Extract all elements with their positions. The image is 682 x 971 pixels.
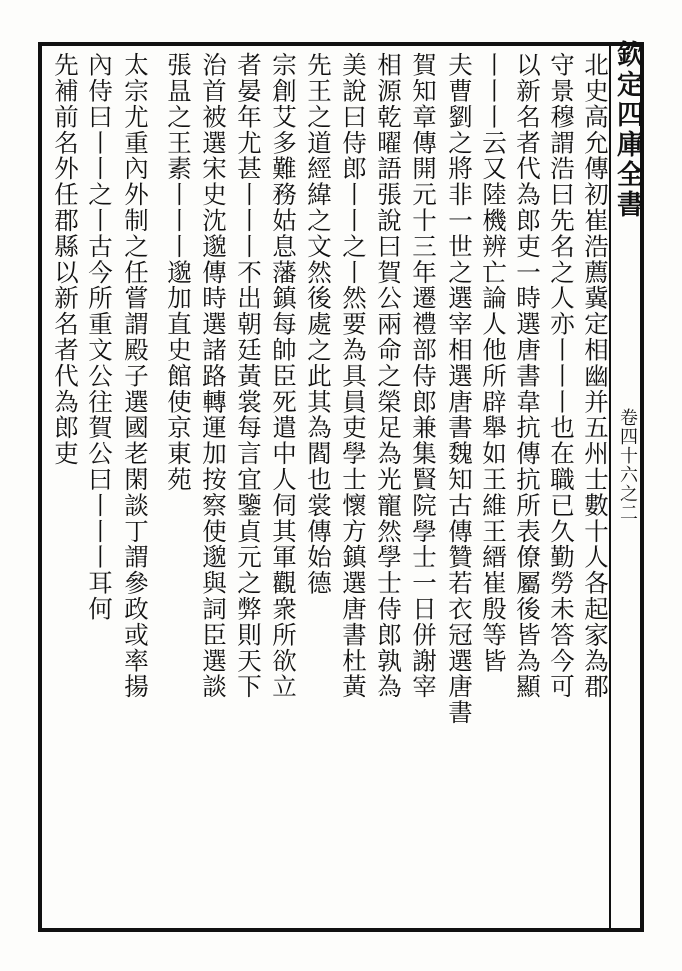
text-column-16: 先補前名外任郡縣以新名者代為郎吏 xyxy=(51,52,80,467)
text-column-1: 北史高允傳初崔浩薦冀定相幽并五州士數十人各起家為郡 xyxy=(581,52,610,700)
text-column-4: 丨丨丨云又陸機辨亡論人他所辟舉如王維王縉崔殷等皆 xyxy=(479,52,508,674)
text-column-14: 太宗尤重內外制之任嘗謂殿子選國老閑談丁謂參政或率揚 xyxy=(121,52,150,700)
text-column-9: 先王之道經緯之文然後處之此其為閻也裳傳始德 xyxy=(304,52,333,596)
text-column-11: 者晏年尤甚丨丨丨不出朝廷黃裳每言宜鑒貞元之弊則天下 xyxy=(234,52,263,700)
book-title: 欽定四庫全書 xyxy=(612,40,643,220)
text-column-13: 張昷之王素丨丨丨邈加直史館使京東苑 xyxy=(164,52,193,493)
text-column-8: 美說曰侍郎丨丨之丨然要為具員吏學士懷方鎮選唐書杜黃 xyxy=(339,52,368,700)
chapter-label: 卷四十六之二 xyxy=(617,408,638,522)
text-column-3: 以新名者代為郎吏一時選唐書韋抗傳抗所表僚屬後皆為顯 xyxy=(513,52,542,700)
text-column-6: 賀知章傳開元十三年遷禮部侍郎兼集賢院學士一日併謝宰 xyxy=(409,52,438,700)
text-column-7: 相源乾曜語張說曰賀公兩命之榮足為光寵然學士侍郎孰為 xyxy=(374,52,403,700)
text-column-15: 內侍曰丨丨之丨古今所重文公往賀公曰丨丨丨耳何 xyxy=(85,52,114,622)
text-column-5: 夫曹劉之將非一世之選宰相選唐書魏知古傳贊若衣冠選唐書 xyxy=(445,52,474,726)
text-column-10: 宗創艾多難務姑息藩鎮每帥臣死遣中人伺其軍觀衆所欲立 xyxy=(269,52,298,700)
text-column-2: 守景穆謂浩曰先名之人亦丨丨丨也在職已久勤勞未答今可 xyxy=(547,52,576,700)
text-column-12: 治首被選宋史沈邈傳時選諸路轉運加按察使邈與詞臣選談 xyxy=(199,52,228,700)
